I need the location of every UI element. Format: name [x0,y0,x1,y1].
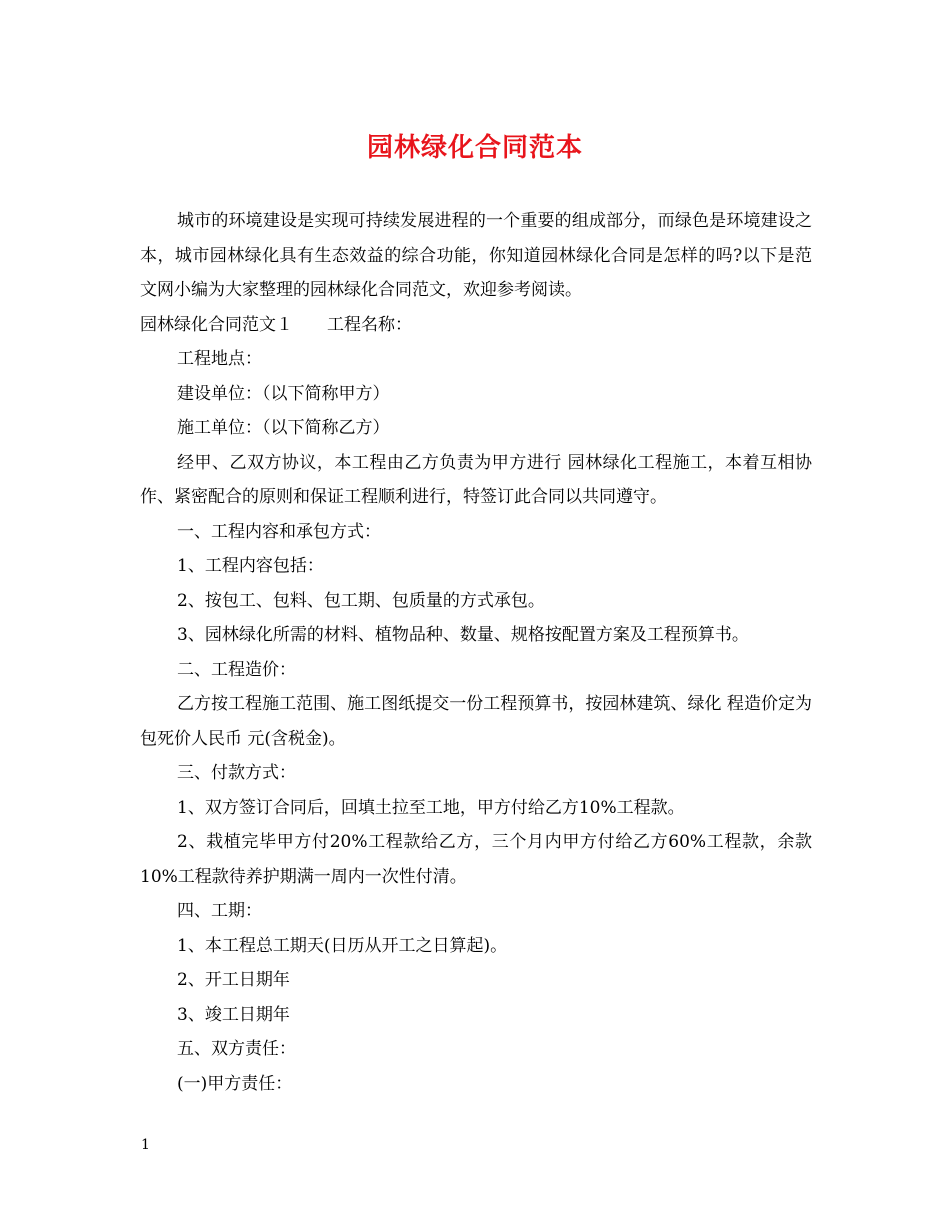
section-2-heading: 二、工程造价： [177,659,296,680]
section-1-item-3: 3、园林绿化所需的材料、植物品种、数量、规格按配置方案及工程预算书。 [177,625,749,645]
section-3-heading: 三、付款方式： [177,763,296,783]
section-4-item-3: 3、竣工日期年 [177,1004,290,1025]
section-3-item-1: 1、双方签订合同后，回填土拉至工地，甲方付给乙方10%工程款。 [177,797,685,818]
intro-paragraph: 城市的环境建设是实现可持续发展进程的一个重要的组成部分，而绿色是环境建设之本，城市园林绿化具有生态效益的综合功能，你知道园林绿化合同是怎样的吗?以下是范文网小编为大家整理的园林绿化合同范文，欢迎参考阅读。 [140,211,812,300]
sample-heading-line [140,308,812,343]
section-5-heading: 五、双方责任： [177,1039,296,1059]
contractor-label: 施工单位：（以下简称乙方） [177,418,390,438]
document-body [140,204,812,1101]
section-1-item-2: 2、按包工、包料、包工期、包质量的方式承包。 [177,590,545,611]
page-number: 1 [141,1137,150,1153]
section-5-sub-1: (一)甲方责任： [177,1073,293,1094]
sample-heading: 园林绿化合同范文１ [140,314,293,335]
section-4-heading: 四、工期： [177,901,262,921]
document-title: 园林绿化合同范本 [366,133,583,163]
section-1-heading: 一、工程内容和承包方式： [177,521,381,542]
section-2-text: 乙方按工程施工范围、施工图纸提交一份工程预算书，按园林建筑、绿化 程造价定为包死价人民币 元(含税金)。 [140,694,812,749]
section-3-item-2: 2、栽植完毕甲方付20%工程款给乙方，三个月内甲方付给乙方60%工程款，余款10%工程款待养护期满一周内一次性付清。 [140,832,812,887]
agreement-paragraph: 经甲、乙双方协议，本工程由乙方负责为甲方进行 园林绿化工程施工，本着互相协作、紧密配合的原则和保证工程顺利进行，特签订此合同以共同遵守。 [140,452,812,507]
project-site-label: 工程地点： [177,349,262,369]
section-4-item-1: 1、本工程总工期天(日历从开工之日算起)。 [177,935,508,956]
project-name-label: 工程名称： [327,314,412,335]
section-4-item-2: 2、开工日期年 [177,970,290,990]
section-1-item-1: 1、工程内容包括： [177,556,324,576]
client-label: 建设单位：（以下简称甲方） [177,383,390,404]
